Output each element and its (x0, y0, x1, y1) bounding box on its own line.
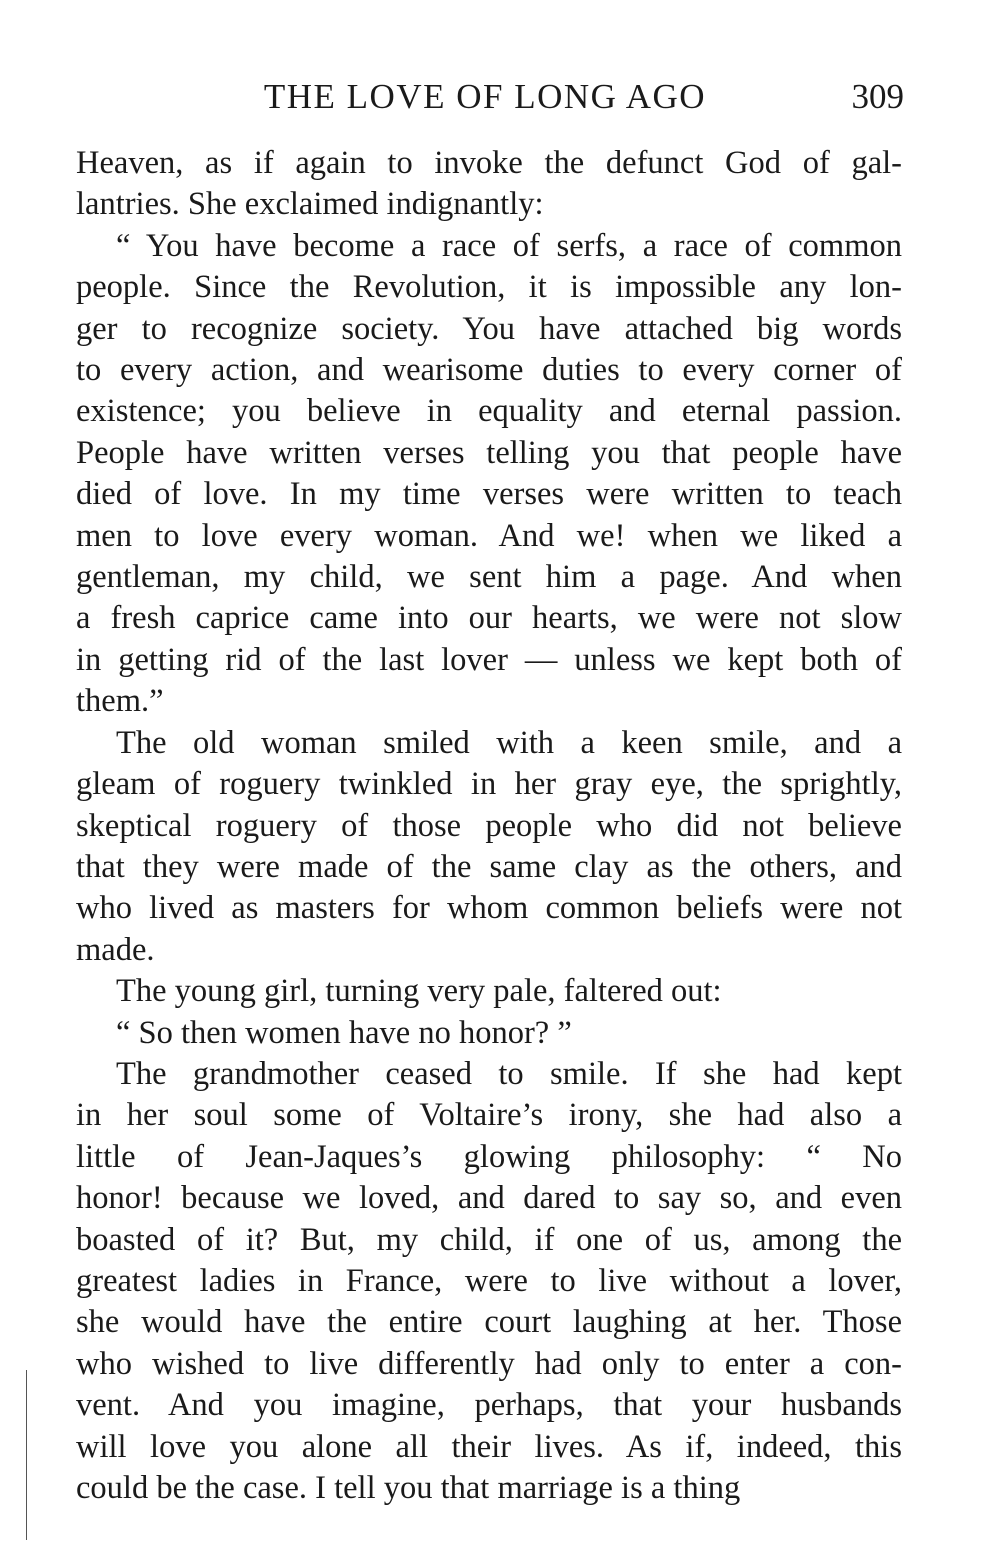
text-line: The old woman smiled with a keen smile, and a (116, 724, 902, 761)
text-line: them.” (76, 683, 164, 720)
text-line: gentleman, my child, we sent him a page. And when (76, 559, 902, 596)
text-line: little of Jean-Jaques’s glowing philosophy: “ No (76, 1138, 902, 1175)
text-line: men to love every woman. And we! when we liked a (76, 517, 902, 554)
paragraph (76, 971, 902, 1012)
body-text (76, 143, 902, 1509)
text-line: greatest ladies in France, were to live without a lover, (76, 1262, 902, 1299)
text-line: she would have the entire court laughing at her. Those (76, 1304, 902, 1341)
text-line: ger to recognize society. You have attached big words (76, 310, 902, 347)
text-line: lantries. She exclaimed indignantly: (76, 186, 544, 223)
text-line: in getting rid of the last lover — unless we kept both of (76, 641, 902, 678)
text-line: gleam of roguery twinkled in her gray eye, the sprightly, (76, 766, 902, 803)
text-line: “ So then women have no honor? ” (116, 1014, 572, 1051)
text-line: who lived as masters for whom common beliefs were not (76, 890, 902, 927)
text-line: in her soul some of Voltaire’s irony, she had also a (76, 1097, 902, 1134)
text-line: who wished to live differently had only to enter a con- (76, 1345, 902, 1382)
text-line: people. Since the Revolution, it is impossible any lon- (76, 269, 902, 306)
margin-rule (26, 1370, 27, 1540)
text-line: honor! because we loved, and dared to say so, and even (76, 1180, 902, 1217)
text-line: Heaven, as if again to invoke the defunct God of gal- (76, 145, 902, 181)
page-number: 309 (851, 77, 904, 116)
paragraph (76, 143, 902, 226)
text-line: could be the case. I tell you that marriage is a thing (76, 1470, 741, 1506)
text-line: existence; you believe in equality and eternal passion. (76, 393, 902, 430)
text-line: boasted of it? But, my child, if one of us, among the (76, 1221, 902, 1258)
paragraph (76, 1013, 902, 1054)
text-line: died of love. In my time verses were written to teach (76, 476, 902, 513)
text-line: skeptical roguery of those people who did not believe (76, 807, 902, 844)
paragraph (76, 723, 902, 971)
text-line: The young girl, turning very pale, faltered out: (116, 973, 722, 1010)
text-line: made. (76, 931, 155, 968)
text-line: The grandmother ceased to smile. If she had kept (116, 1055, 902, 1092)
running-title: THE LOVE OF LONG AGO (263, 77, 707, 116)
text-line: “ You have become a race of serfs, a race of common (116, 227, 902, 264)
text-line: that they were made of the same clay as the others, and (76, 848, 902, 885)
text-line: to every action, and wearisome duties to every corner of (76, 352, 902, 389)
paragraph (76, 1054, 902, 1509)
paragraph (76, 226, 902, 723)
text-line: People have written verses telling you that people have (76, 434, 902, 471)
text-line: will love you alone all their lives. As if, indeed, this (76, 1428, 902, 1465)
running-header (76, 72, 906, 122)
text-line: a fresh caprice came into our hearts, we were not slow (76, 600, 902, 637)
text-line: vent. And you imagine, perhaps, that your husbands (76, 1387, 902, 1424)
